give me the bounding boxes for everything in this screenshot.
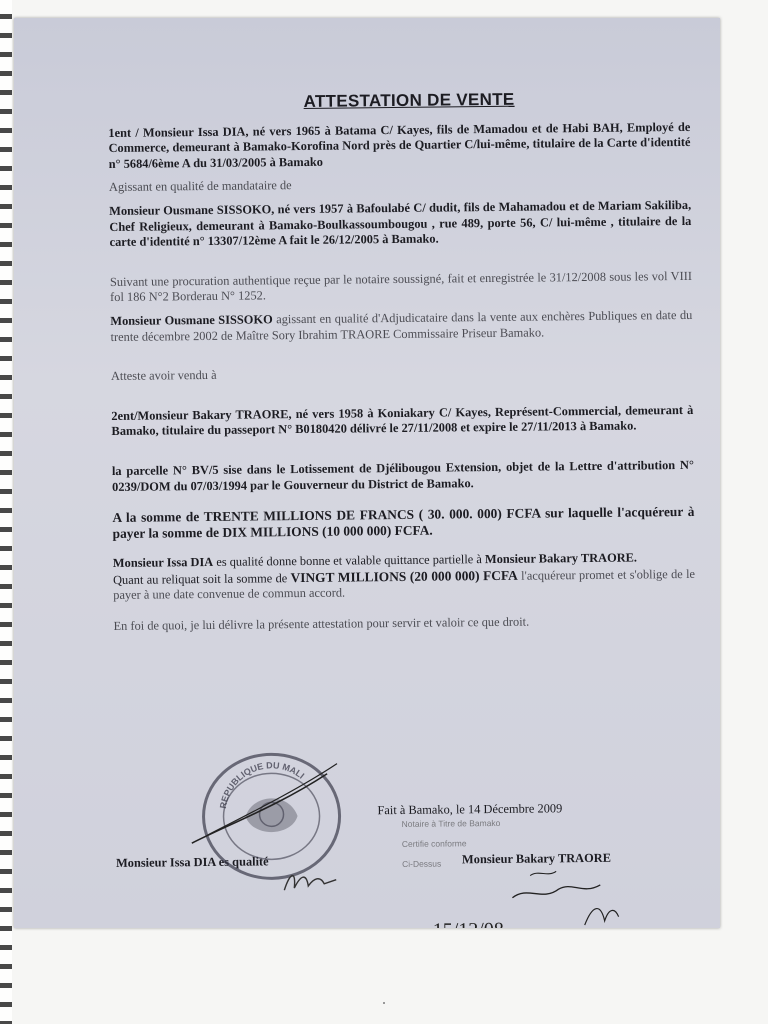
seller-handwritten-signature bbox=[280, 862, 340, 899]
scanned-page bbox=[14, 18, 720, 942]
principal-paragraph: Monsieur Ousmane SISSOKO, né vers 1957 à Bafoulabé C/ dudit, fils de Mahamadou et de Mariam Sakiliba, Chef Religieux, demeurant à Bamako-Boulkassoumbougou , rue 489, porte 56, C/ lui-même , titulaire de la carte d'identité n° 13307/12ème A fait le 26/12/2005 à Bamako. bbox=[109, 197, 692, 250]
adjudicataire-text: agissant en qualité d'Adjudicataire dans la vente aux enchères Publiques en date du trente décembre 2002 de Maître Sory Ibrahim TRAORE Commissaire Priseur Bamako. bbox=[110, 307, 693, 344]
receipt-buyer: Monsieur Bakary TRAORE. bbox=[484, 550, 638, 567]
notary-date: 15/12/08 bbox=[432, 918, 504, 942]
notary-line-3: Ci-Dessus bbox=[402, 858, 442, 869]
notary-certification-stamp bbox=[361, 804, 643, 942]
notary-line-1: Notaire à Titre de Bamako bbox=[401, 817, 501, 829]
closing-paragraph: En foi de quoi, je lui délivre la présente attestation pour servir et valoir ce que droit. bbox=[113, 614, 530, 634]
notary-city: BAMAKO, le bbox=[372, 926, 426, 938]
balance-amount: VINGT MILLIONS (20 000 000) FCFA bbox=[290, 567, 518, 585]
balance-text-a: Quant au reliquat soit la somme de bbox=[112, 570, 291, 587]
signatory-buyer: Monsieur Bakary TRAORE bbox=[461, 850, 612, 867]
place-date: Fait à Bamako, le 14 Décembre 2009 bbox=[377, 801, 563, 818]
buyer-paragraph: 2ent/Monsieur Bakary TRAORE, né vers 1958 à Koniakary C/ Kayes, Représent-Commercial, demeurant à Bamako, titulaire du passeport N° B0180420 délivré le 27/11/2008 et expire le 27/11/2013 à Bamako. bbox=[111, 402, 694, 439]
price-paragraph: A la somme de TRENTE MILLIONS DE FRANCS ( 30. 000. 000) FCFA sur laquelle l'acquéreur à payer la somme de DIX MILLIONS (10 000 000) FCFA. bbox=[112, 503, 695, 541]
attests-line: Atteste avoir vendu à bbox=[110, 368, 217, 384]
page-mark bbox=[383, 1002, 385, 1004]
mandate-line: Agissant en qualité de mandataire de bbox=[108, 178, 292, 195]
receipt-text: es qualité donne bonne et valable quittance partielle à bbox=[213, 552, 486, 570]
parcel-paragraph: la parcelle N° BV/5 sise dans le Lotissement de Djélibougou Extension, objet de la Lettre d'attribution N° 0239/DOM du 07/03/1994 par le Gouverneur du District de Bamako. bbox=[111, 457, 694, 494]
stamp-text: REPUBLIQUE DU MALI bbox=[217, 760, 307, 810]
adjudicataire-name: Monsieur Ousmane SISSOKO bbox=[110, 312, 273, 328]
signatory-seller: Monsieur Issa DIA es qualité bbox=[115, 854, 269, 870]
seller-paragraph: 1ent / Monsieur Issa DIA, né vers 1965 à Batama C/ Kayes, fils de Mamadou et de Habi BAH, Employé de Commerce, demeurant à Bamako-Korofina Nord près de Quartier C/lui-même, titulaire de la Carte d'identité n° 5684/6ème A du 31/03/2005 à Bamako bbox=[108, 119, 691, 171]
balance-text-b: l'acquéreur promet et s'oblige de le payer à une date convenue de commun accord. bbox=[113, 566, 696, 603]
procuration-paragraph: Suivant une procuration authentique reçue par le notaire soussigné, fait et enregistrée le 31/12/2008 sous les vol VIII fol 186 N°2 Borderau N° 1252. bbox=[109, 268, 692, 305]
receipt-seller: Monsieur Issa DIA bbox=[112, 555, 214, 571]
spiral-binding bbox=[0, 0, 12, 1024]
document-title: ATTESTATION DE VENTE bbox=[303, 89, 515, 111]
attestation-document bbox=[108, 89, 696, 942]
notary-line-2: Certifie conforme bbox=[401, 838, 467, 849]
